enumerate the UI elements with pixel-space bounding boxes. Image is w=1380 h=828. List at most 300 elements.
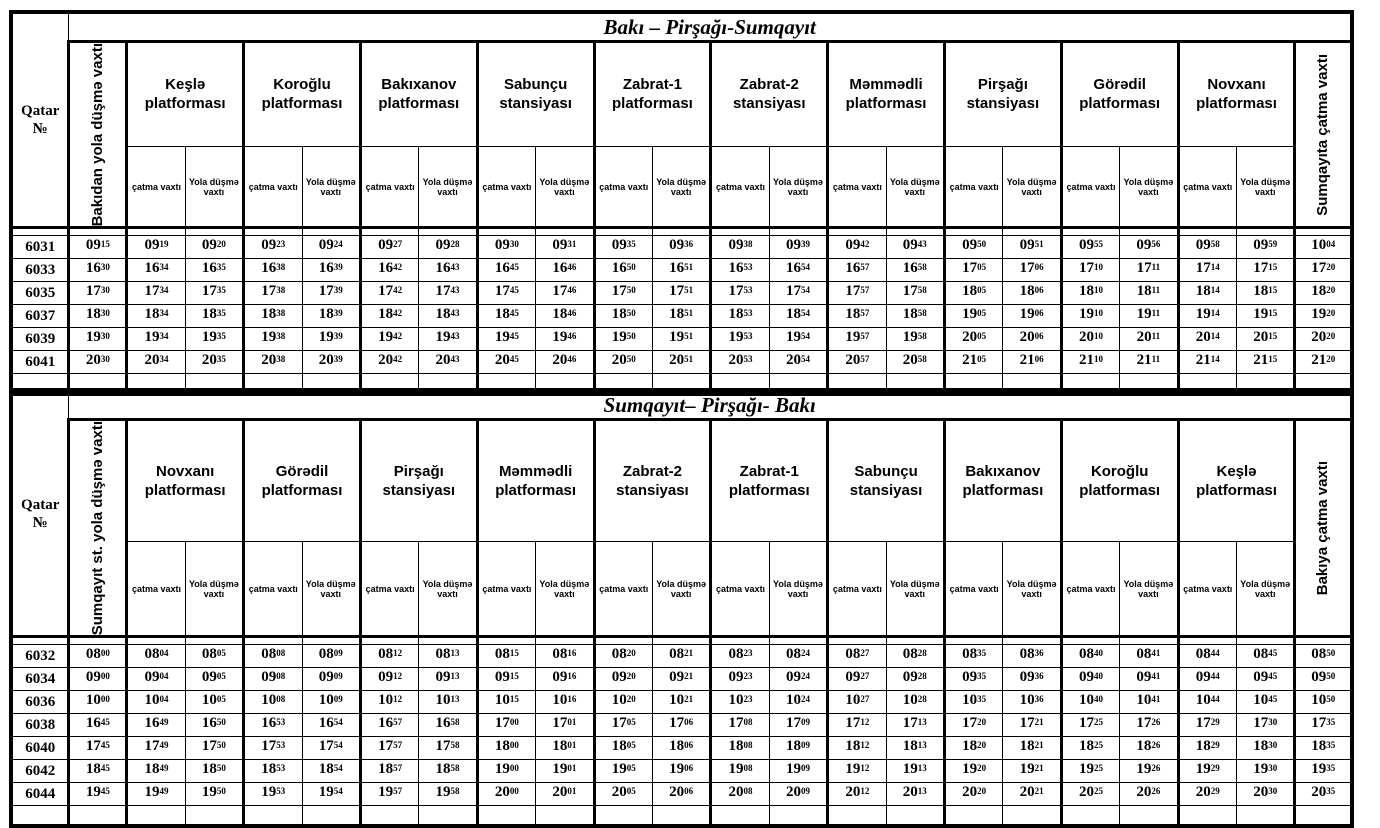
time-value: $10^{41}$ bbox=[1136, 692, 1161, 709]
time-value: $17^{05}$ bbox=[611, 715, 636, 732]
time-value: $19^{06}$ bbox=[1019, 306, 1044, 323]
time-value: $20^{42}$ bbox=[378, 352, 403, 369]
time-cell bbox=[127, 282, 185, 305]
time-value: $10^{35}$ bbox=[962, 692, 987, 709]
time-cell bbox=[1120, 236, 1178, 259]
time-cell bbox=[652, 737, 710, 760]
gap-cell bbox=[1295, 228, 1352, 236]
time-cell bbox=[69, 668, 127, 691]
time-cell bbox=[711, 714, 769, 737]
time-cell bbox=[419, 714, 477, 737]
time-value: $21^{15}$ bbox=[1253, 352, 1278, 369]
time-value: $17^{53}$ bbox=[261, 738, 286, 755]
time-cell bbox=[1061, 737, 1119, 760]
time-cell bbox=[127, 328, 185, 351]
time-value: $08^{40}$ bbox=[1078, 646, 1103, 663]
time-value: $09^{27}$ bbox=[378, 237, 403, 254]
time-value: $19^{13}$ bbox=[902, 761, 927, 778]
time-cell bbox=[594, 737, 652, 760]
table-row bbox=[11, 236, 1352, 259]
time-cell bbox=[1237, 760, 1295, 783]
time-cell bbox=[944, 760, 1002, 783]
station-header: Novxanı platforması bbox=[1178, 42, 1295, 147]
time-cell bbox=[360, 668, 418, 691]
time-cell bbox=[477, 760, 535, 783]
time-value: $17^{50}$ bbox=[611, 283, 636, 300]
time-value: $19^{09}$ bbox=[785, 761, 810, 778]
time-value: $10^{24}$ bbox=[785, 692, 810, 709]
time-cell bbox=[594, 305, 652, 328]
time-value: $17^{06}$ bbox=[1019, 260, 1044, 277]
time-cell bbox=[711, 691, 769, 714]
time-cell bbox=[419, 351, 477, 374]
time-value: $16^{54}$ bbox=[785, 260, 810, 277]
time-value: $10^{09}$ bbox=[318, 692, 343, 709]
time-value: $10^{21}$ bbox=[669, 692, 694, 709]
time-cell bbox=[1178, 645, 1236, 668]
time-value: $18^{57}$ bbox=[378, 761, 403, 778]
train-number: 6038 bbox=[11, 714, 69, 737]
time-value: $10^{16}$ bbox=[552, 692, 577, 709]
time-value: $20^{50}$ bbox=[611, 352, 636, 369]
time-value: $09^{44}$ bbox=[1195, 669, 1220, 686]
time-value: $21^{20}$ bbox=[1311, 352, 1336, 369]
time-value: $09^{00}$ bbox=[85, 669, 110, 686]
time-cell bbox=[828, 668, 886, 691]
depart-sublabel: Yola düşmə vaxtı bbox=[652, 146, 710, 228]
time-value: $08^{23}$ bbox=[728, 646, 753, 663]
gap-cell bbox=[1061, 228, 1119, 236]
time-cell bbox=[1178, 282, 1236, 305]
time-cell bbox=[944, 351, 1002, 374]
time-value: $18^{08}$ bbox=[728, 738, 753, 755]
gap-cell bbox=[419, 228, 477, 236]
time-value: $18^{21}$ bbox=[1019, 738, 1044, 755]
time-value: $16^{42}$ bbox=[378, 260, 403, 277]
time-cell bbox=[1295, 783, 1352, 806]
time-value: $17^{12}$ bbox=[845, 715, 870, 732]
gap-cell bbox=[536, 637, 594, 645]
table-row bbox=[11, 714, 1352, 737]
train-number: 6040 bbox=[11, 737, 69, 760]
time-value: $19^{20}$ bbox=[1311, 306, 1336, 323]
time-cell bbox=[828, 783, 886, 806]
time-value: $18^{50}$ bbox=[611, 306, 636, 323]
arrival-header bbox=[1295, 42, 1352, 228]
time-cell bbox=[302, 259, 360, 282]
time-value: $18^{01}$ bbox=[552, 738, 577, 755]
arrival-label: Sumqayıta çatma vaxtı bbox=[1314, 53, 1332, 216]
time-value: $18^{12}$ bbox=[845, 738, 870, 755]
gap-cell bbox=[886, 228, 944, 236]
depart-sublabel: Yola düşmə vaxtı bbox=[1237, 146, 1295, 228]
time-cell bbox=[477, 236, 535, 259]
train-number: 6032 bbox=[11, 645, 69, 668]
time-cell bbox=[127, 783, 185, 806]
time-cell bbox=[185, 783, 243, 806]
time-cell bbox=[944, 645, 1002, 668]
gap-cell bbox=[1003, 228, 1061, 236]
time-value: $16^{57}$ bbox=[845, 260, 870, 277]
time-cell bbox=[185, 645, 243, 668]
time-value: $17^{49}$ bbox=[144, 738, 169, 755]
arrive-sublabel: çatma vaxtı bbox=[944, 146, 1002, 228]
time-cell bbox=[594, 645, 652, 668]
time-cell bbox=[944, 668, 1002, 691]
train-number: 6034 bbox=[11, 668, 69, 691]
time-value: $16^{46}$ bbox=[552, 260, 577, 277]
time-value: $08^{04}$ bbox=[144, 646, 169, 663]
station-header: Keşlə platforması bbox=[1178, 420, 1295, 542]
time-value: $19^{05}$ bbox=[962, 306, 987, 323]
time-value: $17^{26}$ bbox=[1136, 715, 1161, 732]
time-cell bbox=[536, 668, 594, 691]
time-cell bbox=[69, 783, 127, 806]
time-value: $17^{35}$ bbox=[201, 283, 226, 300]
time-value: $17^{34}$ bbox=[144, 283, 169, 300]
time-value: $10^{44}$ bbox=[1195, 692, 1220, 709]
time-value: $20^{38}$ bbox=[261, 352, 286, 369]
time-value: $17^{39}$ bbox=[318, 283, 343, 300]
time-value: $09^{42}$ bbox=[845, 237, 870, 254]
time-cell bbox=[302, 305, 360, 328]
time-value: $08^{28}$ bbox=[902, 646, 927, 663]
time-value: $08^{16}$ bbox=[552, 646, 577, 663]
time-cell bbox=[419, 259, 477, 282]
time-cell bbox=[886, 783, 944, 806]
time-cell bbox=[244, 305, 302, 328]
time-value: $20^{54}$ bbox=[785, 352, 810, 369]
gap-cell bbox=[652, 228, 710, 236]
time-value: $18^{51}$ bbox=[669, 306, 694, 323]
time-value: $16^{35}$ bbox=[201, 260, 226, 277]
time-value: $19^{14}$ bbox=[1195, 306, 1220, 323]
time-cell bbox=[536, 351, 594, 374]
train-number: 6044 bbox=[11, 783, 69, 806]
time-cell bbox=[185, 282, 243, 305]
time-value: $20^{20}$ bbox=[962, 784, 987, 801]
time-value: $18^{05}$ bbox=[962, 283, 987, 300]
table-row bbox=[11, 328, 1352, 351]
time-value: $18^{58}$ bbox=[435, 761, 460, 778]
time-value: $17^{57}$ bbox=[378, 738, 403, 755]
time-cell bbox=[477, 328, 535, 351]
time-value: $18^{50}$ bbox=[201, 761, 226, 778]
time-value: $18^{39}$ bbox=[318, 306, 343, 323]
time-value: $18^{45}$ bbox=[494, 306, 519, 323]
time-value: $19^{39}$ bbox=[318, 329, 343, 346]
time-value: $19^{06}$ bbox=[669, 761, 694, 778]
time-value: $19^{42}$ bbox=[378, 329, 403, 346]
time-cell bbox=[185, 351, 243, 374]
gap-cell bbox=[828, 637, 886, 645]
time-cell bbox=[711, 305, 769, 328]
time-cell bbox=[244, 328, 302, 351]
time-value: $17^{01}$ bbox=[552, 715, 577, 732]
time-cell bbox=[127, 236, 185, 259]
time-value: $09^{20}$ bbox=[201, 237, 226, 254]
gap-cell bbox=[769, 228, 827, 236]
time-value: $10^{36}$ bbox=[1019, 692, 1044, 709]
arrive-sublabel: çatma vaxtı bbox=[127, 146, 185, 228]
time-value: $09^{45}$ bbox=[1253, 669, 1278, 686]
time-cell bbox=[886, 282, 944, 305]
time-cell bbox=[536, 737, 594, 760]
time-value: $16^{45}$ bbox=[85, 715, 110, 732]
time-cell bbox=[1061, 760, 1119, 783]
time-cell bbox=[769, 236, 827, 259]
time-value: $17^{50}$ bbox=[201, 738, 226, 755]
time-value: $09^{31}$ bbox=[552, 237, 577, 254]
station-header: Məmmədli platforması bbox=[828, 42, 945, 147]
table-row bbox=[11, 282, 1352, 305]
time-value: $20^{05}$ bbox=[611, 784, 636, 801]
time-cell bbox=[1003, 760, 1061, 783]
arrive-sublabel: çatma vaxtı bbox=[244, 542, 302, 637]
gap-cell bbox=[302, 637, 360, 645]
time-value: $20^{08}$ bbox=[728, 784, 753, 801]
time-value: $09^{27}$ bbox=[845, 669, 870, 686]
time-value: $18^{43}$ bbox=[435, 306, 460, 323]
time-cell bbox=[1178, 691, 1236, 714]
time-cell bbox=[652, 783, 710, 806]
time-cell bbox=[477, 259, 535, 282]
time-cell bbox=[419, 691, 477, 714]
time-value: $20^{30}$ bbox=[1253, 784, 1278, 801]
time-cell bbox=[828, 645, 886, 668]
train-number: 6031 bbox=[11, 236, 69, 259]
time-value: $19^{00}$ bbox=[494, 761, 519, 778]
time-value: $10^{00}$ bbox=[85, 692, 110, 709]
time-value: $08^{35}$ bbox=[962, 646, 987, 663]
time-value: $19^{15}$ bbox=[1253, 306, 1278, 323]
time-cell bbox=[1061, 645, 1119, 668]
time-cell bbox=[185, 691, 243, 714]
time-value: $09^{59}$ bbox=[1253, 237, 1278, 254]
time-value: $20^{58}$ bbox=[902, 352, 927, 369]
time-value: $09^{30}$ bbox=[494, 237, 519, 254]
time-value: $20^{35}$ bbox=[201, 352, 226, 369]
qatar-label: Qatar № bbox=[21, 496, 60, 531]
time-value: $09^{04}$ bbox=[144, 669, 169, 686]
time-cell bbox=[1061, 668, 1119, 691]
time-value: $08^{44}$ bbox=[1195, 646, 1220, 663]
time-value: $20^{29}$ bbox=[1195, 784, 1220, 801]
time-value: $09^{09}$ bbox=[318, 669, 343, 686]
time-value: $09^{50}$ bbox=[1311, 669, 1336, 686]
time-value: $10^{12}$ bbox=[378, 692, 403, 709]
time-cell bbox=[244, 282, 302, 305]
time-value: $18^{46}$ bbox=[552, 306, 577, 323]
time-value: $08^{36}$ bbox=[1019, 646, 1044, 663]
time-cell bbox=[1237, 668, 1295, 691]
departure-label: Bakıdan yola düşmə vaxtı bbox=[88, 43, 106, 227]
time-cell bbox=[886, 328, 944, 351]
station-header: Keşlə platforması bbox=[127, 42, 244, 147]
gap-cell bbox=[127, 637, 185, 645]
time-value: $17^{13}$ bbox=[902, 715, 927, 732]
qatar-label: Qatar № bbox=[21, 103, 60, 138]
time-cell bbox=[360, 691, 418, 714]
time-value: $19^{21}$ bbox=[1019, 761, 1044, 778]
time-value: $19^{26}$ bbox=[1136, 761, 1161, 778]
table-row bbox=[11, 259, 1352, 282]
time-cell bbox=[1061, 282, 1119, 305]
time-value: $18^{20}$ bbox=[1311, 283, 1336, 300]
time-value: $19^{38}$ bbox=[261, 329, 286, 346]
time-cell bbox=[828, 351, 886, 374]
time-value: $17^{57}$ bbox=[845, 283, 870, 300]
time-cell bbox=[1237, 714, 1295, 737]
time-cell bbox=[536, 645, 594, 668]
time-cell bbox=[536, 714, 594, 737]
time-cell bbox=[886, 737, 944, 760]
gap-cell bbox=[944, 637, 1002, 645]
time-cell bbox=[769, 351, 827, 374]
time-value: $10^{20}$ bbox=[611, 692, 636, 709]
time-cell bbox=[828, 737, 886, 760]
time-cell bbox=[1237, 328, 1295, 351]
time-value: $19^{58}$ bbox=[902, 329, 927, 346]
time-cell bbox=[886, 668, 944, 691]
time-cell bbox=[360, 282, 418, 305]
time-cell bbox=[1295, 236, 1352, 259]
arrive-sublabel: çatma vaxtı bbox=[594, 146, 652, 228]
time-value: $09^{15}$ bbox=[85, 237, 110, 254]
time-cell bbox=[652, 351, 710, 374]
table-row bbox=[11, 668, 1352, 691]
gap-cell bbox=[828, 228, 886, 236]
depart-sublabel: Yola düşmə vaxtı bbox=[419, 146, 477, 228]
time-value: $17^{14}$ bbox=[1195, 260, 1220, 277]
time-value: $09^{40}$ bbox=[1078, 669, 1103, 686]
time-value: $09^{23}$ bbox=[261, 237, 286, 254]
time-value: $19^{57}$ bbox=[845, 329, 870, 346]
time-cell bbox=[594, 351, 652, 374]
gap-cell bbox=[244, 637, 302, 645]
time-value: $20^{53}$ bbox=[728, 352, 753, 369]
time-value: $17^{20}$ bbox=[962, 715, 987, 732]
time-value: $19^{05}$ bbox=[611, 761, 636, 778]
time-cell bbox=[944, 691, 1002, 714]
time-value: $08^{24}$ bbox=[785, 646, 810, 663]
train-number: 6033 bbox=[11, 259, 69, 282]
time-value: $20^{21}$ bbox=[1019, 784, 1044, 801]
time-cell bbox=[1061, 305, 1119, 328]
time-value: $09^{13}$ bbox=[435, 669, 460, 686]
time-value: $19^{54}$ bbox=[785, 329, 810, 346]
depart-sublabel: Yola düşmə vaxtı bbox=[769, 542, 827, 637]
time-cell bbox=[652, 668, 710, 691]
time-cell bbox=[302, 691, 360, 714]
time-value: $21^{14}$ bbox=[1195, 352, 1220, 369]
time-value: $17^{45}$ bbox=[85, 738, 110, 755]
depart-sublabel: Yola düşmə vaxtı bbox=[652, 542, 710, 637]
time-value: $17^{43}$ bbox=[435, 283, 460, 300]
time-value: $08^{27}$ bbox=[845, 646, 870, 663]
time-cell bbox=[1003, 351, 1061, 374]
time-value: $09^{20}$ bbox=[611, 669, 636, 686]
depart-sublabel: Yola düşmə vaxtı bbox=[536, 146, 594, 228]
time-value: $18^{42}$ bbox=[378, 306, 403, 323]
station-header: Novxanı platforması bbox=[127, 420, 244, 542]
gap-cell bbox=[185, 637, 243, 645]
time-value: $08^{41}$ bbox=[1136, 646, 1161, 663]
time-cell bbox=[1237, 259, 1295, 282]
time-cell bbox=[1178, 668, 1236, 691]
time-cell bbox=[1237, 282, 1295, 305]
time-cell bbox=[302, 714, 360, 737]
time-cell bbox=[1295, 645, 1352, 668]
gap-cell bbox=[1237, 637, 1295, 645]
time-cell bbox=[652, 760, 710, 783]
time-value: $09^{39}$ bbox=[785, 237, 810, 254]
time-cell bbox=[536, 259, 594, 282]
time-cell bbox=[1237, 691, 1295, 714]
route-title: Sumqayıt– Pirşağı- Bakı bbox=[69, 390, 1352, 420]
time-cell bbox=[769, 305, 827, 328]
time-cell bbox=[769, 668, 827, 691]
time-cell bbox=[594, 760, 652, 783]
arrival-label: Bakıya çatma vaxtı bbox=[1314, 460, 1332, 596]
time-value: $17^{35}$ bbox=[1311, 715, 1336, 732]
station-header: Zabrat-1 platforması bbox=[594, 42, 711, 147]
arrive-sublabel: çatma vaxtı bbox=[944, 542, 1002, 637]
time-cell bbox=[769, 282, 827, 305]
time-value: $20^{30}$ bbox=[85, 352, 110, 369]
time-cell bbox=[536, 328, 594, 351]
depart-sublabel: Yola düşmə vaxtı bbox=[886, 146, 944, 228]
time-value: $08^{21}$ bbox=[669, 646, 694, 663]
time-value: $18^{13}$ bbox=[902, 738, 927, 755]
time-value: $09^{51}$ bbox=[1019, 237, 1044, 254]
depart-sublabel: Yola düşmə vaxtı bbox=[185, 542, 243, 637]
time-cell bbox=[1061, 259, 1119, 282]
time-value: $20^{57}$ bbox=[845, 352, 870, 369]
time-cell bbox=[1178, 714, 1236, 737]
time-cell bbox=[652, 328, 710, 351]
time-value: $20^{09}$ bbox=[785, 784, 810, 801]
table-row bbox=[11, 760, 1352, 783]
time-value: $08^{50}$ bbox=[1311, 646, 1336, 663]
time-value: $09^{19}$ bbox=[144, 237, 169, 254]
time-value: $08^{15}$ bbox=[494, 646, 519, 663]
gap-cell bbox=[185, 228, 243, 236]
depart-sublabel: Yola düşmə vaxtı bbox=[185, 146, 243, 228]
time-cell bbox=[1003, 645, 1061, 668]
time-value: $17^{42}$ bbox=[378, 283, 403, 300]
time-value: $08^{12}$ bbox=[378, 646, 403, 663]
time-cell bbox=[1120, 305, 1178, 328]
station-header: Pirşağı stansiyası bbox=[360, 420, 477, 542]
time-cell bbox=[1120, 282, 1178, 305]
time-cell bbox=[1003, 737, 1061, 760]
time-value: $18^{09}$ bbox=[785, 738, 810, 755]
time-cell bbox=[1295, 760, 1352, 783]
time-cell bbox=[69, 760, 127, 783]
time-value: $20^{43}$ bbox=[435, 352, 460, 369]
time-cell bbox=[594, 282, 652, 305]
time-cell bbox=[594, 783, 652, 806]
time-cell bbox=[828, 236, 886, 259]
time-cell bbox=[828, 691, 886, 714]
time-cell bbox=[244, 714, 302, 737]
gap-cell bbox=[1120, 637, 1178, 645]
time-cell bbox=[360, 351, 418, 374]
time-cell bbox=[769, 259, 827, 282]
time-cell bbox=[711, 236, 769, 259]
arrive-sublabel: çatma vaxtı bbox=[1178, 146, 1236, 228]
